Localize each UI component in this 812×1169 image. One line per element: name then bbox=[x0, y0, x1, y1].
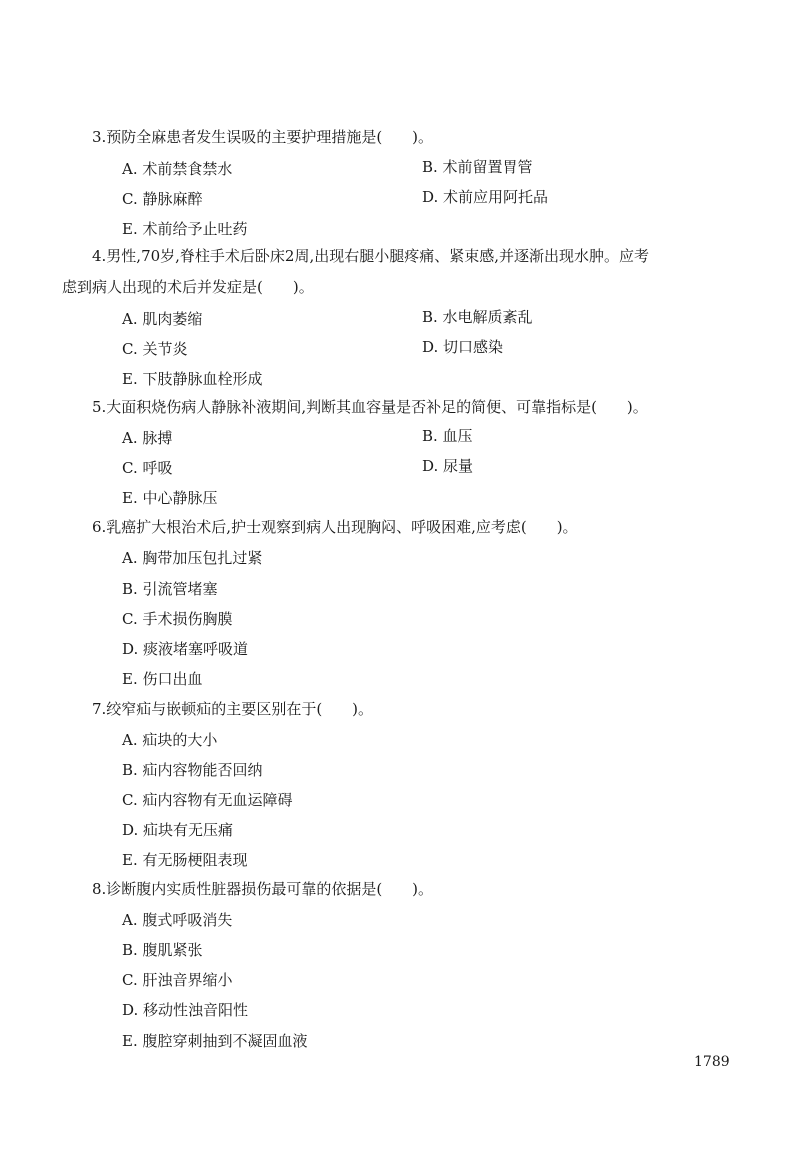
question-8-option-e: E. 腹腔穿刺抽到不凝固血液 bbox=[122, 1032, 308, 1050]
question-3-option-a: A. 术前禁食禁水 bbox=[122, 160, 233, 178]
question-5-option-e: E. 中心静脉压 bbox=[122, 489, 218, 507]
question-5-option-a: A. 脉搏 bbox=[122, 429, 173, 447]
question-8-option-a: A. 腹式呼吸消失 bbox=[122, 911, 233, 929]
question-4-option-a: A. 肌肉萎缩 bbox=[122, 310, 203, 328]
question-3-option-e: E. 术前给予止吐药 bbox=[122, 220, 248, 238]
question-7-option-b: B. 疝内容物能否回纳 bbox=[122, 761, 263, 779]
question-7-option-c: C. 疝内容物有无血运障碍 bbox=[122, 791, 293, 809]
question-4-option-e: E. 下肢静脉血栓形成 bbox=[122, 370, 263, 388]
question-3-option-b: B. 术前留置胃管 bbox=[422, 158, 533, 176]
question-8-option-d: D. 移动性浊音阳性 bbox=[122, 1001, 249, 1019]
question-8-option-c: C. 肝浊音界缩小 bbox=[122, 971, 233, 989]
question-8-stem: 8.诊断腹内实质性脏器损伤最可靠的依据是( )。 bbox=[92, 880, 434, 898]
question-6-stem: 6.乳癌扩大根治术后,护士观察到病人出现胸闷、呼吸困难,应考虑( )。 bbox=[92, 518, 578, 536]
question-4-stem-line-2: 虑到病人出现的术后并发症是( )。 bbox=[62, 278, 314, 296]
question-4-option-c: C. 关节炎 bbox=[122, 340, 188, 358]
question-5-option-d: D. 尿量 bbox=[422, 457, 474, 475]
question-5-option-b: B. 血压 bbox=[422, 427, 473, 445]
question-5-option-c: C. 呼吸 bbox=[122, 459, 173, 477]
question-7-option-a: A. 疝块的大小 bbox=[122, 731, 218, 749]
question-3-stem: 3.预防全麻患者发生误吸的主要护理措施是( )。 bbox=[92, 128, 434, 146]
question-4-option-b: B. 水电解质紊乱 bbox=[422, 308, 533, 326]
question-3-option-d: D. 术前应用阿托品 bbox=[422, 188, 549, 206]
question-7-option-e: E. 有无肠梗阻表现 bbox=[122, 851, 248, 869]
question-7-option-d: D. 疝块有无压痛 bbox=[122, 821, 234, 839]
question-4-stem-line-1: 4.男性,70岁,脊柱手术后卧床2周,出现右腿小腿疼痛、紧束感,并逐渐出现水肿。应考 bbox=[92, 247, 650, 265]
question-6-option-a: A. 胸带加压包扎过紧 bbox=[122, 549, 263, 567]
question-7-stem: 7.绞窄疝与嵌顿疝的主要区别在于( )。 bbox=[92, 700, 374, 718]
question-6-option-c: C. 手术损伤胸膜 bbox=[122, 610, 233, 628]
question-3-option-c: C. 静脉麻醉 bbox=[122, 190, 203, 208]
question-8-option-b: B. 腹肌紧张 bbox=[122, 941, 203, 959]
question-6-option-b: B. 引流管堵塞 bbox=[122, 580, 218, 598]
question-6-option-d: D. 痰液堵塞呼吸道 bbox=[122, 640, 249, 658]
question-6-option-e: E. 伤口出血 bbox=[122, 670, 203, 688]
question-4-option-d: D. 切口感染 bbox=[422, 338, 504, 356]
question-5-stem: 5.大面积烧伤病人静脉补液期间,判断其血容量是否补足的简便、可靠指标是( )。 bbox=[92, 398, 648, 416]
page-number: 1789 bbox=[694, 1054, 730, 1070]
